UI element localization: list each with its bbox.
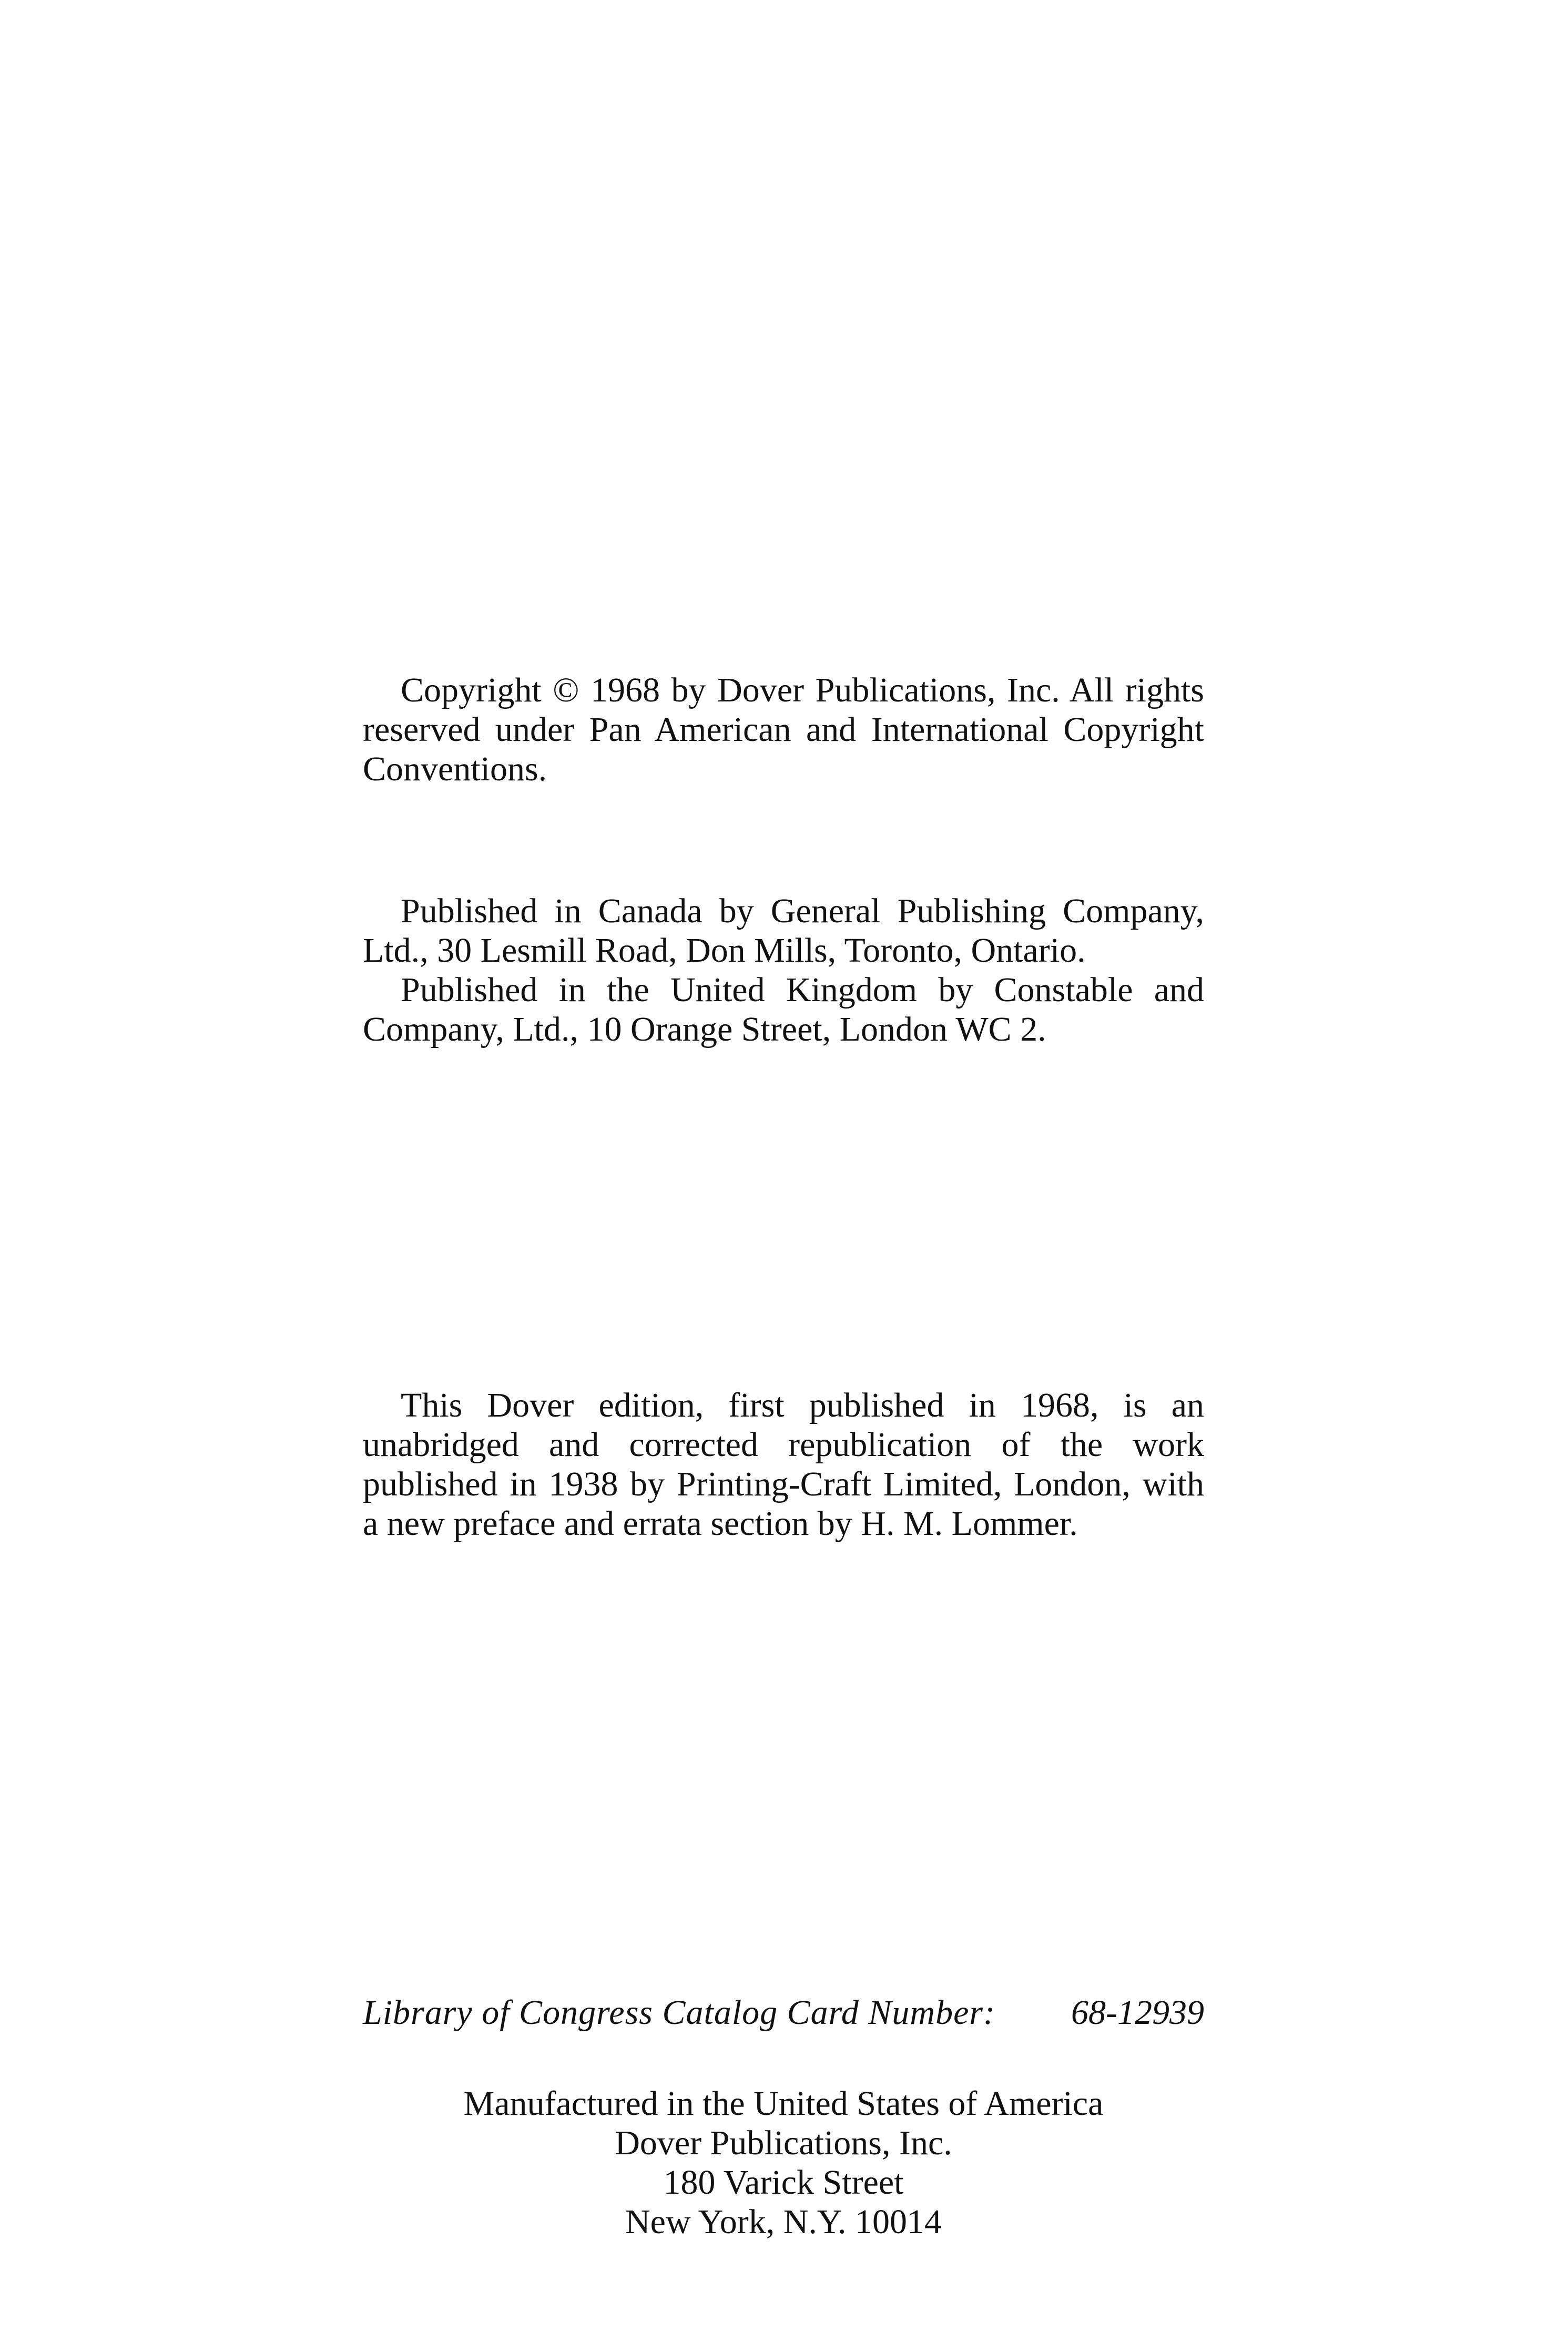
imprint-line-street: 180 Varick Street (663, 2163, 904, 2202)
canada-publisher-paragraph: Published in Canada by General Publishing Company, Ltd., 30 Lesmill Road, Don Mills, Toronto, Ontario. (363, 892, 1204, 970)
copyright-notice (363, 670, 1204, 789)
manufacturer-imprint (363, 2084, 1204, 2242)
imprint-line-publisher: Dover Publications, Inc. (615, 2124, 952, 2162)
catalog-card-line (363, 1993, 1204, 2032)
imprint-line-city: New York, N.Y. 10014 (625, 2203, 942, 2241)
imprint-line-manufactured: Manufactured in the United States of America (463, 2084, 1104, 2123)
catalog-card-number: 68-12939 (1071, 1993, 1204, 2032)
copyright-paragraph: Copyright © 1968 by Dover Publications, Inc. All rights reserved under Pan American and International Copyright Conventions. (363, 671, 1204, 788)
edition-paragraph: This Dover edition, first published in 1968, is an unabridged and corrected republication of the work published in 1938 by Printing-Craft Limited, London, with a new preface and errata section by H. M. Lommer. (363, 1386, 1204, 1543)
publisher-notices (363, 891, 1204, 1049)
edition-note (363, 1386, 1204, 1543)
uk-publisher-paragraph: Published in the United Kingdom by Constable and Company, Ltd., 10 Orange Street, London WC 2. (363, 971, 1204, 1048)
catalog-card-label: Library of Congress Catalog Card Number: (363, 1993, 996, 2032)
